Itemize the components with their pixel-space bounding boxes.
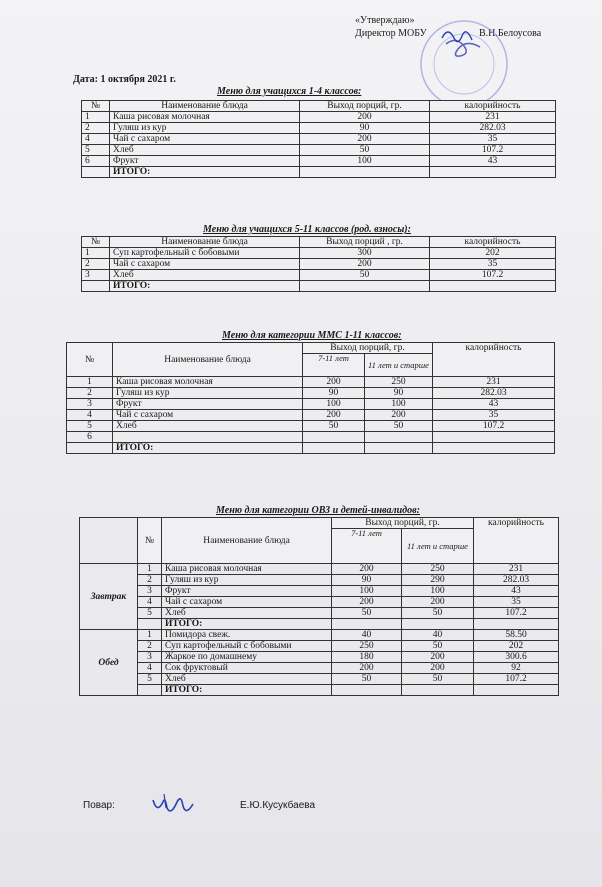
empty-cell — [332, 685, 402, 696]
calorie-value — [433, 432, 555, 443]
calorie-value: 43 — [474, 586, 559, 597]
col-number: № — [67, 343, 113, 377]
calorie-value: 107.2 — [433, 421, 555, 432]
col-dish: Наименование блюда — [162, 518, 332, 564]
col-dish: Наименование блюда — [110, 101, 300, 112]
portion-value: 100 — [300, 156, 430, 167]
calorie-value: 107.2 — [474, 674, 559, 685]
portion-11-plus: 50 — [402, 608, 474, 619]
col-number: № — [82, 237, 110, 248]
portion-value: 90 — [300, 123, 430, 134]
menu-table-1-4 — [81, 100, 556, 178]
portion-7-11: 180 — [332, 652, 402, 663]
table-row — [82, 259, 556, 270]
table2-caption: Меню для учащихся 5-11 классов (род. взносы): — [203, 224, 411, 235]
table-row — [82, 145, 556, 156]
col-age-11-plus: 11 лет и старше — [365, 354, 433, 377]
total-label: ИТОГО: — [162, 685, 332, 696]
empty-cell — [474, 619, 559, 630]
col-calories: калорийность — [474, 518, 559, 564]
dish-name: Фрукт — [113, 399, 303, 410]
dish-name: Суп картофельный с бобовыми — [162, 641, 332, 652]
director-signature — [438, 24, 478, 48]
row-number: 3 — [67, 399, 113, 410]
table-row — [80, 608, 559, 619]
col-number: № — [138, 518, 162, 564]
calorie-value: 43 — [430, 156, 556, 167]
table-row — [82, 112, 556, 123]
col-portion: Выход порций, гр. — [332, 518, 474, 529]
col-age-7-11: 7-11 лет — [332, 529, 402, 564]
empty-cell — [365, 443, 433, 454]
row-number: 4 — [138, 597, 162, 608]
total-label: ИТОГО: — [110, 167, 300, 178]
col-dish: Наименование блюда — [110, 237, 300, 248]
empty-cell — [82, 281, 110, 292]
calorie-value: 43 — [433, 399, 555, 410]
row-number: 2 — [67, 388, 113, 399]
portion-value: 200 — [300, 112, 430, 123]
portion-value: 300 — [300, 248, 430, 259]
empty-cell — [402, 619, 474, 630]
empty-cell — [430, 281, 556, 292]
row-number: 4 — [82, 134, 110, 145]
calorie-value: 202 — [474, 641, 559, 652]
dish-name: Гуляш из кур — [162, 575, 332, 586]
table-row — [82, 248, 556, 259]
calorie-value: 35 — [433, 410, 555, 421]
total-row — [80, 685, 559, 696]
portion-11-plus: 200 — [402, 597, 474, 608]
portion-7-11: 100 — [303, 399, 365, 410]
table-row — [67, 399, 555, 410]
portion-11-plus: 90 — [365, 388, 433, 399]
table-row — [67, 421, 555, 432]
calorie-value: 107.2 — [430, 270, 556, 281]
total-row — [82, 167, 556, 178]
total-label: ИТОГО: — [110, 281, 300, 292]
calorie-value: 202 — [430, 248, 556, 259]
portion-7-11: 100 — [332, 586, 402, 597]
row-number: 4 — [138, 663, 162, 674]
empty-cell — [300, 281, 430, 292]
portion-7-11: 200 — [332, 663, 402, 674]
approval-block — [355, 14, 542, 40]
empty-cell — [300, 167, 430, 178]
row-number: 1 — [67, 377, 113, 388]
col-calories: калорийность — [433, 343, 555, 377]
dish-name: Каша рисовая молочная — [162, 564, 332, 575]
empty-cell — [474, 685, 559, 696]
empty-cell — [80, 518, 138, 564]
portion-value: 50 — [300, 270, 430, 281]
dish-name: Сок фруктовый — [162, 663, 332, 674]
row-number: 1 — [138, 564, 162, 575]
portion-value: 200 — [300, 134, 430, 145]
portion-11-plus: 50 — [402, 674, 474, 685]
calorie-value: 92 — [474, 663, 559, 674]
empty-cell — [138, 619, 162, 630]
calorie-value: 35 — [430, 259, 556, 270]
empty-cell — [67, 443, 113, 454]
portion-7-11: 90 — [303, 388, 365, 399]
dish-name: Гуляш из кур — [113, 388, 303, 399]
col-dish: Наименование блюда — [113, 343, 303, 377]
total-label: ИТОГО: — [162, 619, 332, 630]
col-portion: Выход порций, гр. — [300, 101, 430, 112]
row-number: 5 — [138, 608, 162, 619]
total-row — [80, 619, 559, 630]
calorie-value: 282.03 — [430, 123, 556, 134]
dish-name: Каша рисовая молочная — [113, 377, 303, 388]
col-portion: Выход порций, гр. — [303, 343, 433, 354]
col-portion: Выход порций , гр. — [300, 237, 430, 248]
dish-name: Суп картофельный с бобовыми — [110, 248, 300, 259]
table4-caption: Меню для категории ОВЗ и детей-инвалидов: — [216, 505, 420, 516]
table-row — [80, 641, 559, 652]
dish-name: Фрукт — [162, 586, 332, 597]
portion-value: 200 — [300, 259, 430, 270]
dish-name: Чай с сахаром — [113, 410, 303, 421]
portion-value: 50 — [300, 145, 430, 156]
row-number: 3 — [138, 586, 162, 597]
dish-name: Гуляш из кур — [110, 123, 300, 134]
approval-name: В.Н.Белоусова — [479, 28, 542, 39]
portion-11-plus: 200 — [402, 663, 474, 674]
table1-caption: Меню для учащихся 1-4 классов: — [217, 86, 362, 97]
total-row — [67, 443, 555, 454]
row-number: 5 — [67, 421, 113, 432]
dish-name: Хлеб — [162, 674, 332, 685]
table-row — [82, 156, 556, 167]
menu-table-mms — [66, 342, 555, 454]
portion-7-11: 50 — [332, 608, 402, 619]
table-row — [80, 674, 559, 685]
cook-signature — [150, 790, 198, 820]
dish-name: Чай с сахаром — [110, 259, 300, 270]
portion-11-plus: 50 — [402, 641, 474, 652]
portion-11-plus: 250 — [402, 564, 474, 575]
portion-7-11: 200 — [332, 564, 402, 575]
table-row — [80, 564, 559, 575]
col-calories: калорийность — [430, 101, 556, 112]
row-number: 4 — [67, 410, 113, 421]
dish-name: Хлеб — [162, 608, 332, 619]
empty-cell — [303, 443, 365, 454]
dish-name: Помидора свеж. — [162, 630, 332, 641]
dish-name — [113, 432, 303, 443]
portion-7-11: 40 — [332, 630, 402, 641]
dish-name: Чай с сахаром — [162, 597, 332, 608]
portion-11-plus: 40 — [402, 630, 474, 641]
row-number: 5 — [82, 145, 110, 156]
table-row — [82, 270, 556, 281]
table-row — [80, 597, 559, 608]
row-number: 1 — [82, 248, 110, 259]
dish-name: Хлеб — [113, 421, 303, 432]
col-age-11-plus: 11 лет и старше — [402, 529, 474, 564]
calorie-value: 231 — [433, 377, 555, 388]
empty-cell — [82, 167, 110, 178]
empty-cell — [332, 619, 402, 630]
cook-label: Повар: — [83, 800, 115, 811]
total-label: ИТОГО: — [113, 443, 303, 454]
table-row — [80, 652, 559, 663]
empty-cell — [430, 167, 556, 178]
row-number: 2 — [82, 123, 110, 134]
calorie-value: 300.6 — [474, 652, 559, 663]
row-number: 5 — [138, 674, 162, 685]
empty-cell — [433, 443, 555, 454]
portion-11-plus: 100 — [402, 586, 474, 597]
portion-7-11: 90 — [332, 575, 402, 586]
calorie-value: 107.2 — [474, 608, 559, 619]
col-age-7-11: 7-11 лет — [303, 354, 365, 377]
document-date: Дата: 1 октября 2021 г. — [73, 74, 176, 85]
portion-11-plus: 290 — [402, 575, 474, 586]
table-row — [82, 123, 556, 134]
table-row — [67, 377, 555, 388]
portion-7-11: 200 — [303, 410, 365, 421]
meal-label-breakfast: Завтрак — [80, 564, 138, 630]
table-row — [82, 134, 556, 145]
portion-11-plus: 200 — [365, 410, 433, 421]
portion-11-plus: 250 — [365, 377, 433, 388]
empty-cell — [402, 685, 474, 696]
row-number: 6 — [82, 156, 110, 167]
portion-11-plus — [365, 432, 433, 443]
portion-11-plus: 50 — [365, 421, 433, 432]
cook-name: Е.Ю.Кусукбаева — [240, 800, 316, 811]
table-row — [80, 630, 559, 641]
table-row — [80, 663, 559, 674]
portion-11-plus: 100 — [365, 399, 433, 410]
empty-cell — [138, 685, 162, 696]
table-row — [67, 388, 555, 399]
meal-label-lunch: Обед — [80, 630, 138, 696]
calorie-value: 35 — [430, 134, 556, 145]
menu-table-5-11 — [81, 236, 556, 292]
calorie-value: 107.2 — [430, 145, 556, 156]
dish-name: Хлеб — [110, 145, 300, 156]
dish-name: Чай с сахаром — [110, 134, 300, 145]
calorie-value: 35 — [474, 597, 559, 608]
portion-7-11: 250 — [332, 641, 402, 652]
row-number: 3 — [138, 652, 162, 663]
row-number: 2 — [138, 641, 162, 652]
portion-7-11: 200 — [303, 377, 365, 388]
portion-7-11: 200 — [332, 597, 402, 608]
approval-position: Директор МОБУ — [355, 28, 427, 39]
col-number: № — [82, 101, 110, 112]
col-calories: калорийность — [430, 237, 556, 248]
calorie-value: 231 — [430, 112, 556, 123]
table-row — [67, 432, 555, 443]
row-number: 1 — [138, 630, 162, 641]
row-number: 6 — [67, 432, 113, 443]
approval-title: «Утверждаю» — [355, 15, 415, 26]
row-number: 1 — [82, 112, 110, 123]
calorie-value: 282.03 — [474, 575, 559, 586]
dish-name: Хлеб — [110, 270, 300, 281]
row-number: 2 — [82, 259, 110, 270]
table-row — [80, 586, 559, 597]
total-row — [82, 281, 556, 292]
table3-caption: Меню для категории ММС 1-11 классов: — [222, 330, 402, 341]
menu-table-ovz — [79, 517, 559, 696]
dish-name: Фрукт — [110, 156, 300, 167]
portion-7-11 — [303, 432, 365, 443]
calorie-value: 58.50 — [474, 630, 559, 641]
row-number: 3 — [82, 270, 110, 281]
portion-7-11: 50 — [303, 421, 365, 432]
dish-name: Жаркое по домашнему — [162, 652, 332, 663]
table-row — [67, 410, 555, 421]
calorie-value: 282.03 — [433, 388, 555, 399]
dish-name: Каша рисовая молочная — [110, 112, 300, 123]
portion-11-plus: 200 — [402, 652, 474, 663]
row-number: 2 — [138, 575, 162, 586]
table-row — [80, 575, 559, 586]
calorie-value: 231 — [474, 564, 559, 575]
portion-7-11: 50 — [332, 674, 402, 685]
